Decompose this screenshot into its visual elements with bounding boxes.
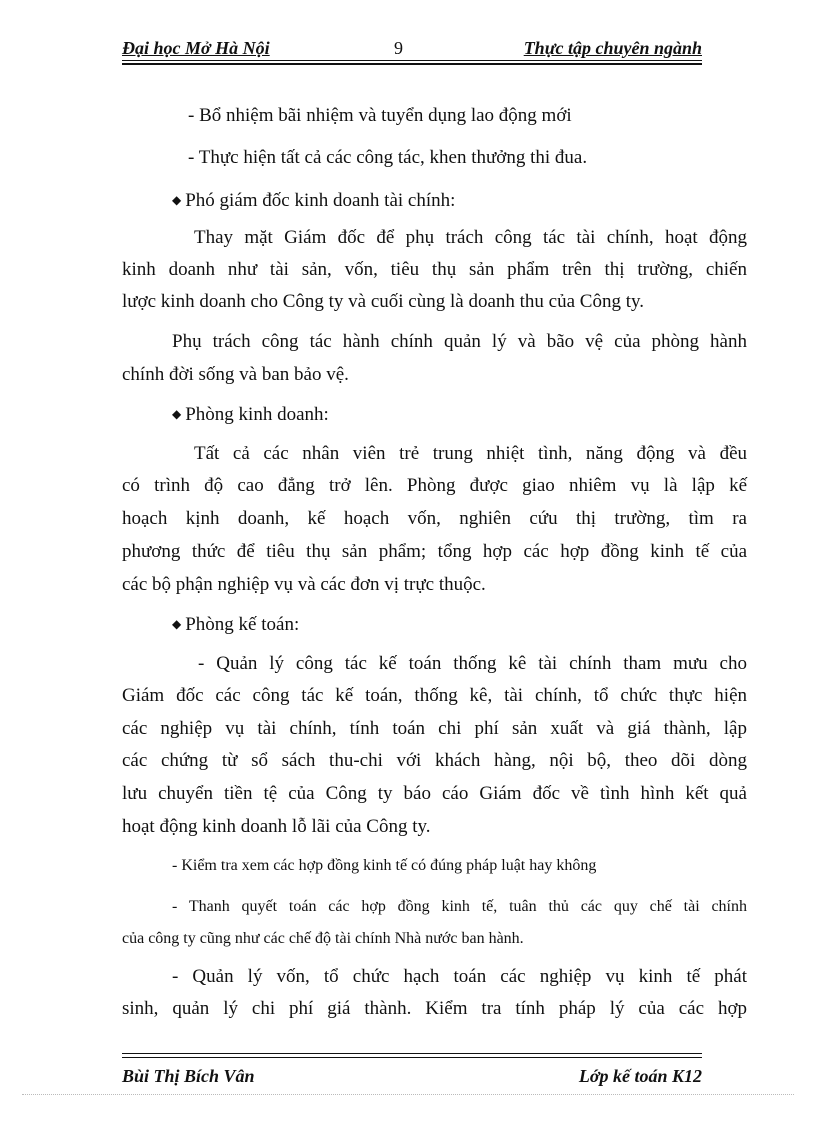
footer-author: Bùi Thị Bích Vân [122,1066,255,1086]
footer-rule-bottom [122,1057,702,1058]
text-line: phương thức để tiêu thụ sản phẩm; tổng hợp các hợp đồng kinh tế của [122,541,747,562]
footer-rule-top [122,1053,702,1054]
diamond-bullet-icon: ◆ [172,407,182,421]
text-line: chính đời sống và ban bảo vệ. [122,364,349,385]
header-school: Đại học Mở Hà Nội [122,38,270,58]
bullet-heading [172,612,747,637]
footer-class: Lớp kế toán K12 [578,1066,702,1086]
text-line: hoạch kịnh doanh, kế hoạch vốn, nghiên cứu thị trường, tìm ra [122,508,747,529]
bullet-heading [172,402,747,427]
text-line: - Kiểm tra xem các hợp đồng kinh tế có đúng pháp luật hay không [172,857,597,874]
text-line: có trình độ cao đẳng trở lên. Phòng được giao nhiêm vụ là lập kế [122,475,747,496]
text-line: - Thanh quyết toán các hợp đồng kinh tế, tuân thủ các quy chế tài chính [172,898,747,915]
page-number: 9 [394,38,403,58]
text-line: của công ty cũng như các chế độ tài chính Nhà nước ban hành. [122,930,524,947]
heading-text: Phòng kế toán: [185,614,300,635]
heading-text: Phòng kinh doanh: [185,404,329,425]
page-break-divider [22,1094,794,1095]
text-line: sinh, quản lý chi phí giá thành. Kiểm tra tính pháp lý của các hợp [122,998,747,1019]
text-line: các bộ phận nghiệp vụ và các đơn vị trực thuộc. [122,574,486,595]
text-line: - Quản lý vốn, tổ chức hạch toán các nghiệp vụ kinh tế phát [172,966,747,987]
text-line: kinh doanh như tài sản, vốn, tiêu thụ sản phẩm trên thị trường, chiến [122,259,747,280]
diamond-bullet-icon: ◆ [172,193,182,207]
text-line: - Quản lý công tác kế toán thống kê tài chính tham mưu cho [198,653,747,674]
page-header [122,36,702,60]
text-line: lược kinh doanh cho Công ty và cuối cùng là doanh thu của Công ty. [122,291,644,312]
diamond-bullet-icon: ◆ [172,617,182,631]
header-subject: Thực tập chuyên ngành [523,38,702,58]
text-line: - Thực hiện tất cả các công tác, khen thưởng thi đua. [188,147,588,168]
text-line: - Bổ nhiệm bãi nhiệm và tuyển dụng lao động mới [188,105,572,126]
text-line: các nghiệp vụ tài chính, tính toán chi phí sản xuất và giá thành, lập [122,718,747,739]
text-line: lưu chuyển tiền tệ của Công ty báo cáo Giám đốc về tình hình kết quả [122,783,747,804]
text-line: Thay mặt Giám đốc để phụ trách công tác tài chính, hoạt động [194,227,747,248]
heading-text: Phó giám đốc kinh doanh tài chính: [185,190,456,211]
text-line: Phụ trách công tác hành chính quản lý và bão vệ của phòng hành [172,331,747,352]
text-line: Giám đốc các công tác kế toán, thống kê, tài chính, tổ chức thực hiện [122,685,747,706]
text-line: Tất cả các nhân viên trẻ trung nhiệt tình, năng động và đều [194,443,747,464]
header-rule-thick [122,63,702,65]
page-footer [122,1066,702,1090]
text-line: hoạt động kinh doanh lỗ lãi của Công ty. [122,816,431,837]
text-line: các chứng từ sổ sách thu-chi với khách hàng, nội bộ, theo dõi dòng [122,750,747,771]
bullet-heading [172,188,747,213]
header-rule-thin [122,60,702,61]
